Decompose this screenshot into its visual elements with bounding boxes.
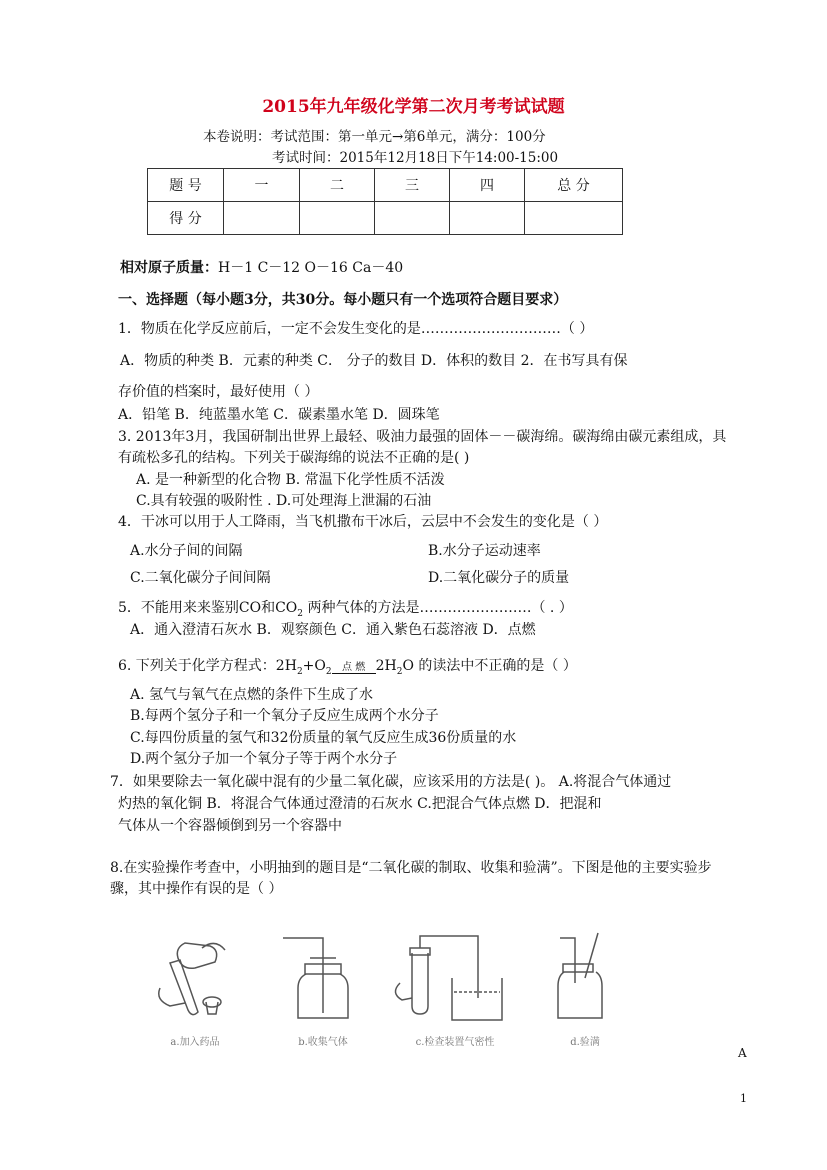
question-4-option-a: A.水分子间的间隔 bbox=[130, 543, 243, 559]
score-row-label: 得 分 bbox=[148, 202, 224, 235]
question-3-options-cd: C.具有较强的吸附性 . D.可处理海上泄漏的石油 bbox=[136, 493, 432, 509]
score-header-cell: 四 bbox=[450, 169, 525, 202]
score-header-cell: 题 号 bbox=[148, 169, 224, 202]
question-6-option-b: B.每两个氢分子和一个氧分子反应生成两个水分子 bbox=[130, 708, 439, 724]
figure-c bbox=[390, 928, 520, 1048]
question-4-option-c: C.二氧化碳分子间间隔 bbox=[130, 570, 271, 586]
figure-b bbox=[268, 928, 378, 1048]
score-table-header-row bbox=[148, 169, 623, 202]
figure-caption: c.检查装置气密性 bbox=[415, 1037, 495, 1048]
section-heading: 一、选择题（每小题3分，共30分。每小题只有一个选项符合题目要求） bbox=[118, 292, 568, 308]
score-cell bbox=[375, 202, 450, 235]
question-5-text: 5．不能用来来鉴别CO和CO bbox=[118, 600, 298, 616]
subscript: 2 bbox=[396, 666, 403, 677]
figure-caption: a.加入药品 bbox=[170, 1037, 220, 1048]
score-cell bbox=[525, 202, 623, 235]
page-number: 1 bbox=[740, 1092, 747, 1105]
question-7: 7．如果要除去一氧化碳中混有的少量二氧化碳，应该采用的方法是( )。 A.将混合气体通过 bbox=[110, 774, 672, 790]
question-1: 1．物质在化学反应前后，一定不会发生变化的是…………………………（ ） bbox=[118, 321, 594, 337]
equation-part: +O bbox=[302, 658, 326, 674]
question-4-option-b: B.水分子运动速率 bbox=[428, 543, 541, 559]
atomic-mass bbox=[120, 257, 403, 277]
question-8-cont: 骤，其中操作有误的是（ ） bbox=[110, 881, 283, 897]
exam-time: 考试时间：2015年12月18日下午14:00-15:00 bbox=[272, 150, 559, 166]
footer-letter: A bbox=[738, 1046, 747, 1060]
question-2: 存价值的档案时，最好使用（ ） bbox=[118, 384, 319, 400]
reaction-condition: 点 燃 bbox=[332, 662, 376, 674]
score-cell bbox=[450, 202, 525, 235]
question-4-option-d: D.二氧化碳分子的质量 bbox=[428, 570, 570, 586]
question-2-options: A．铅笔 B．纯蓝墨水笔 C．碳素墨水笔 D．圆珠笔 bbox=[118, 407, 440, 423]
score-header-cell: 二 bbox=[300, 169, 375, 202]
figure-d bbox=[530, 928, 640, 1048]
question-8: 8.在实验操作考查中，小明抽到的题目是“二氧化碳的制取、收集和验满”。下图是他的主要实验步 bbox=[110, 860, 712, 876]
collect-gas-illustration bbox=[268, 928, 378, 1028]
add-reagent-illustration bbox=[140, 928, 250, 1028]
figure-caption: b.收集气体 bbox=[298, 1037, 348, 1048]
atomic-mass-values: H－1 C－12 O－16 Ca－40 bbox=[218, 260, 404, 276]
score-table bbox=[147, 168, 623, 235]
figure-caption: d.验满 bbox=[570, 1037, 600, 1048]
check-full-illustration bbox=[530, 928, 640, 1028]
question-1-options: A．物质的种类 B．元素的种类 C． 分子的数目 D．体积的数目 2．在书写具有保 bbox=[120, 353, 628, 369]
score-header-cell: 一 bbox=[224, 169, 300, 202]
experiment-figure bbox=[140, 928, 620, 1048]
equation-product: 2H bbox=[375, 658, 397, 674]
question-7-cont: 灼热的氧化铜 B．将混合气体通过澄清的石灰水 C.把混合气体点燃 D．把混和 bbox=[118, 796, 602, 812]
question-5-options: A．通入澄清石灰水 B．观察颜色 C．通入紫色石蕊溶液 D．点燃 bbox=[130, 622, 536, 638]
score-header-cell: 总 分 bbox=[525, 169, 623, 202]
exam-scope: 本卷说明：考试范围：第一单元→第6单元，满分：100分 bbox=[203, 129, 546, 145]
question-7-cont2: 气体从一个容器倾倒到另一个容器中 bbox=[118, 818, 342, 834]
subscript: 2 bbox=[297, 608, 304, 619]
question-4: 4．干冰可以用于人工降雨，当飞机撒布干冰后，云层中不会发生的变化是（ ） bbox=[118, 514, 608, 530]
question-6-option-d: D.两个氢分子加一个氧分子等于两个水分子 bbox=[130, 751, 398, 767]
question-3: 3. 2013年3月，我国研制出世界上最轻、吸油力最强的固体－－碳海绵。碳海绵由碳元素组成，具 bbox=[118, 429, 727, 445]
question-5-text-end: 两种气体的方法是……………………（ . ） bbox=[303, 600, 573, 616]
question-6 bbox=[118, 655, 577, 677]
question-3-options-ab: A. 是一种新型的化合物 B. 常温下化学性质不活泼 bbox=[136, 472, 445, 488]
question-6-text-end: O 的读法中不正确的是（ ） bbox=[402, 658, 577, 674]
question-5 bbox=[118, 597, 573, 619]
score-cell bbox=[224, 202, 300, 235]
atomic-mass-label: 相对原子质量： bbox=[120, 260, 218, 276]
page-title: 2015年九年级化学第二次月考考试试题 bbox=[262, 97, 565, 117]
subscript: 2 bbox=[325, 666, 332, 677]
score-header-cell: 三 bbox=[375, 169, 450, 202]
question-3-cont: 有疏松多孔的结构。下列关于碳海绵的说法不正确的是( ) bbox=[118, 450, 470, 466]
reaction-arrow bbox=[332, 662, 376, 675]
score-cell bbox=[300, 202, 375, 235]
subscript: 2 bbox=[296, 666, 303, 677]
figure-a bbox=[140, 928, 250, 1048]
question-6-option-a: A. 氢气与氧气在点燃的条件下生成了水 bbox=[130, 687, 374, 703]
score-table-row bbox=[148, 202, 623, 235]
question-6-option-c: C.每四份质量的氢气和32份质量的氧气反应生成36份质量的水 bbox=[130, 730, 517, 746]
question-6-text: 6. 下列关于化学方程式：2H bbox=[118, 658, 297, 674]
airtightness-check-illustration bbox=[390, 928, 520, 1028]
